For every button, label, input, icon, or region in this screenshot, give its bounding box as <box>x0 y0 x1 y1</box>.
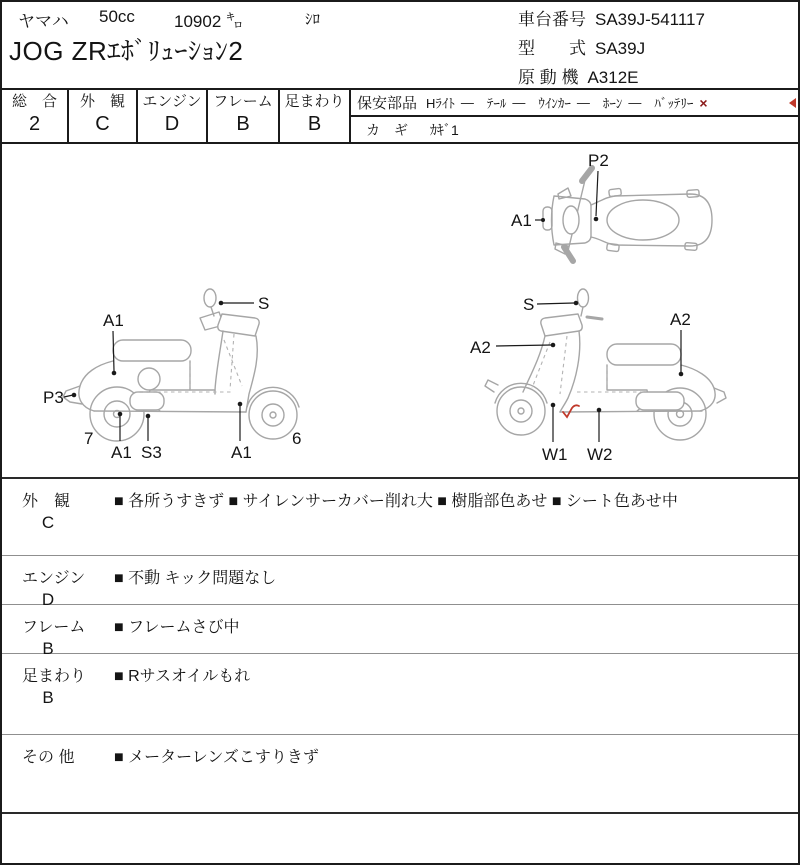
rating-grade-exterior: C <box>95 113 110 135</box>
scooter-left-side-view <box>43 289 301 462</box>
header <box>2 2 798 86</box>
condition-grade-undercarriage: B <box>42 688 54 707</box>
rating-cell-undercarriage <box>280 90 351 142</box>
condition-row-other <box>2 735 798 814</box>
safety-item-winker-label: ｳｲﾝｶｰ <box>538 96 571 111</box>
diagram-label-a2-front: A2 <box>470 338 491 357</box>
condition-grade-exterior: C <box>41 513 55 532</box>
key-value: ｶｷﾞ1 <box>430 121 459 138</box>
diagram-label-top-a1: A1 <box>511 211 532 230</box>
safety-item-headlight <box>426 93 474 112</box>
diagram-label-left-6: 6 <box>292 429 302 448</box>
diagram-label-w2: W2 <box>587 445 613 464</box>
condition-notes-engine: ■ 不動 キック問題なし <box>114 570 277 587</box>
condition-notes-other: ■ メーターレンズこすりきず <box>114 749 319 766</box>
diagram-label-p2: P2 <box>588 151 609 170</box>
red-flag-marker-icon <box>789 98 796 108</box>
condition-row-exterior <box>2 479 798 556</box>
vehicle-id-block <box>518 5 705 92</box>
body-color: ｼﾛ <box>305 11 321 28</box>
rating-label-overall: 総 合 <box>11 93 57 110</box>
chassis-number-row <box>518 5 705 34</box>
rating-cell-engine <box>138 90 208 142</box>
condition-row-undercarriage <box>2 654 798 735</box>
diagram-label-w1: W1 <box>542 445 568 464</box>
mileage: 10902 ㌔ <box>174 12 243 31</box>
damage-diagram-area <box>2 144 798 479</box>
ratings-strip <box>2 88 798 144</box>
red-check-mark <box>563 405 579 417</box>
diagram-label-a2-rear: A2 <box>670 310 691 329</box>
rating-label-engine: エンジン <box>142 93 202 110</box>
diagram-label-right-s: S <box>523 295 535 314</box>
safety-item-battery-label: ﾊﾞｯﾃﾘｰ <box>654 96 694 111</box>
safety-item-winker <box>538 93 590 112</box>
diagram-label-left-a1-rear: A1 <box>111 443 132 462</box>
key-label: カ ギ <box>366 121 408 138</box>
condition-label-exterior: 外 観 <box>22 493 71 510</box>
model-code-value: SA39J <box>595 39 646 58</box>
diagram-label-left-a1-front: A1 <box>231 443 252 462</box>
safety-item-battery-status: × <box>699 94 708 111</box>
condition-label-undercarriage: 足まわり <box>22 668 87 685</box>
safety-parts-section <box>351 90 798 142</box>
scooter-right-side-view <box>470 289 726 464</box>
safety-item-horn-status: ― <box>628 95 642 110</box>
footer-empty-box <box>2 814 798 863</box>
chassis-number-label: 車台番号 <box>518 10 586 29</box>
safety-item-horn-label: ﾎｰﾝ <box>602 96 623 111</box>
model-code-row <box>518 34 705 63</box>
safety-item-winker-status: ― <box>576 95 590 110</box>
model-name: JOG ZRｴﾎﾞﾘｭｰｼｮﾝ2 <box>9 36 244 66</box>
diagram-label-left-a1-top: A1 <box>103 311 124 330</box>
engine-code-label: 原 動 機 <box>518 68 579 87</box>
rating-grade-overall: 2 <box>28 113 41 135</box>
condition-notes-undercarriage: ■ Rサスオイルもれ <box>114 668 251 685</box>
scooter-diagrams-svg <box>2 144 798 477</box>
engine-code-value: A312E <box>587 68 639 87</box>
engine-displacement: 50cc <box>99 7 135 26</box>
safety-item-tail-status: ― <box>512 95 526 110</box>
scooter-top-view <box>511 151 712 261</box>
rating-label-exterior: 外 観 <box>79 93 125 110</box>
model-code-label: 型 式 <box>518 39 586 58</box>
condition-notes-frame: ■ フレームさび中 <box>114 619 240 636</box>
safety-item-headlight-label: Hﾗｲﾄ <box>426 96 455 111</box>
diagram-label-s3: S3 <box>141 443 162 462</box>
condition-label-frame: フレーム <box>22 619 86 636</box>
rating-label-frame: フレーム <box>213 93 273 110</box>
safety-item-tail <box>487 93 526 112</box>
condition-row-frame <box>2 605 798 658</box>
rating-grade-frame: B <box>236 113 250 135</box>
condition-label-other: その 他 <box>22 749 75 766</box>
diagram-label-left-s: S <box>258 294 270 313</box>
condition-notes-exterior: ■ 各所うすきず ■ サイレンサーカバー削れ大 ■ 樹脂部色あせ ■ シート色あせ中 <box>114 493 678 510</box>
rating-grade-undercarriage: B <box>307 113 322 135</box>
safety-parts-row <box>351 90 798 117</box>
condition-row-engine <box>2 556 798 609</box>
safety-item-tail-label: ﾃｰﾙ <box>486 96 507 111</box>
diagram-label-p3: P3 <box>43 388 64 407</box>
rating-label-undercarriage: 足まわり <box>284 93 345 110</box>
safety-parts-title: 保安部品 <box>357 95 418 112</box>
condition-label-engine: エンジン <box>22 570 86 587</box>
safety-item-horn <box>603 93 642 112</box>
safety-item-headlight-status: ― <box>460 95 474 110</box>
diagram-label-left-7: 7 <box>84 429 94 448</box>
rating-cell-overall <box>2 90 69 142</box>
rating-cell-frame <box>208 90 280 142</box>
condition-grade-engine: D <box>41 590 55 609</box>
key-row <box>351 117 798 142</box>
chassis-number-value: SA39J-541117 <box>595 10 705 29</box>
rating-cell-exterior <box>69 90 138 142</box>
rating-grade-engine: D <box>164 113 180 135</box>
safety-item-battery <box>654 93 707 112</box>
maker-name: ヤマハ <box>18 12 69 31</box>
condition-grade-frame: B <box>42 639 54 658</box>
